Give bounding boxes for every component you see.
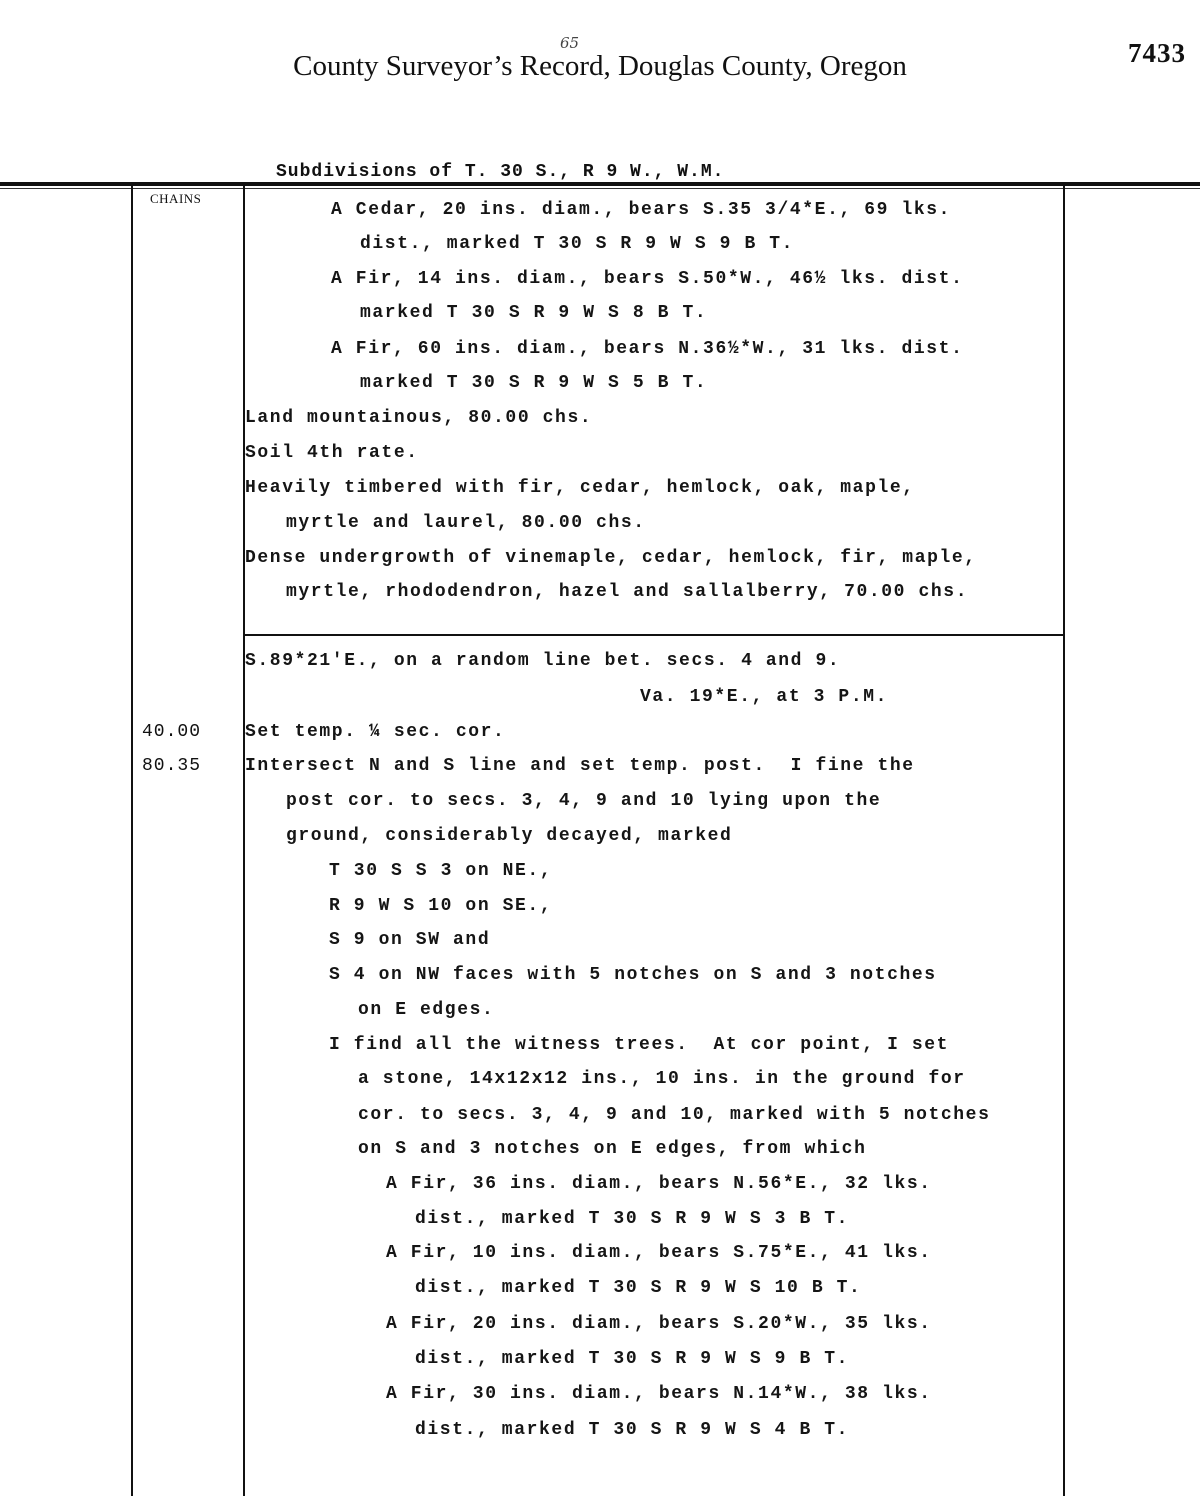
note-line: cor. to secs. 3, 4, 9 and 10, marked with 5 notches (358, 1105, 991, 1125)
note-line: A Fir, 10 ins. diam., bears S.75*E., 41 lks. (386, 1243, 932, 1263)
note-line: S.89*21'E., on a random line bet. secs. 4 and 9. (245, 651, 841, 671)
chains-column-header: CHAINS (150, 191, 202, 206)
handwritten-note: 65 (560, 34, 580, 52)
note-line: Soil 4th rate. (245, 443, 419, 463)
left-column-border (131, 186, 133, 1496)
note-line: Va. 19*E., at 3 P.M. (640, 687, 889, 707)
right-column-border (1063, 186, 1065, 1496)
note-line: A Fir, 14 ins. diam., bears S.50*W., 46½ lks. dist. (331, 269, 964, 289)
note-line: dist., marked T 30 S R 9 W S 3 B T. (415, 1209, 850, 1229)
note-line: A Fir, 36 ins. diam., bears N.56*E., 32 lks. (386, 1174, 932, 1194)
note-line: S 4 on NW faces with 5 notches on S and 3 notches (329, 965, 937, 985)
note-line: A Fir, 60 ins. diam., bears N.36½*W., 31 lks. dist. (331, 339, 964, 359)
note-line: dist., marked T 30 S R 9 W S 4 B T. (415, 1420, 850, 1440)
note-line: on S and 3 notches on E edges, from which (358, 1139, 867, 1159)
note-line: A Cedar, 20 ins. diam., bears S.35 3/4*E., 69 lks. (331, 200, 952, 220)
note-line: dist., marked T 30 S R 9 W S 9 B T. (360, 234, 795, 254)
chain-distance: 80.35 (142, 756, 202, 776)
note-line: Set temp. ¼ sec. cor. (245, 722, 506, 742)
note-line: Heavily timbered with fir, cedar, hemlock, oak, maple, (245, 478, 915, 498)
note-line: myrtle and laurel, 80.00 chs. (286, 513, 646, 533)
note-line: Dense undergrowth of vinemaple, cedar, hemlock, fir, maple, (245, 548, 977, 568)
page-title: County Surveyor’s Record, Douglas County, Oregon (293, 50, 907, 82)
section-subtitle: Subdivisions of T. 30 S., R 9 W., W.M. (276, 162, 725, 182)
note-line: post cor. to secs. 3, 4, 9 and 10 lying upon the (286, 791, 882, 811)
note-line: marked T 30 S R 9 W S 5 B T. (360, 373, 708, 393)
note-line: myrtle, rhododendron, hazel and sallalberry, 70.00 chs. (286, 582, 969, 602)
note-line: a stone, 14x12x12 ins., 10 ins. in the ground for (358, 1069, 966, 1089)
note-line: ground, considerably decayed, marked (286, 826, 733, 846)
note-line: Intersect N and S line and set temp. post. I fine the (245, 756, 915, 776)
note-line: marked T 30 S R 9 W S 8 B T. (360, 303, 708, 323)
note-line: T 30 S S 3 on NE., (329, 861, 553, 881)
header-rule (0, 182, 1200, 186)
section-divider (243, 634, 1065, 636)
note-line: A Fir, 30 ins. diam., bears N.14*W., 38 lks. (386, 1384, 932, 1404)
page-number: 7433 (1128, 38, 1186, 68)
note-line: dist., marked T 30 S R 9 W S 10 B T. (415, 1278, 862, 1298)
note-line: R 9 W S 10 on SE., (329, 896, 553, 916)
note-line: A Fir, 20 ins. diam., bears S.20*W., 35 lks. (386, 1314, 932, 1334)
note-line: S 9 on SW and (329, 930, 491, 950)
note-line: I find all the witness trees. At cor point, I set (329, 1035, 950, 1055)
note-line: dist., marked T 30 S R 9 W S 9 B T. (415, 1349, 850, 1369)
header-rule-thin (0, 188, 1200, 189)
note-line: on E edges. (358, 1000, 495, 1020)
chain-distance: 40.00 (142, 722, 202, 742)
note-line: Land mountainous, 80.00 chs. (245, 408, 593, 428)
chains-column-border (243, 186, 245, 1496)
